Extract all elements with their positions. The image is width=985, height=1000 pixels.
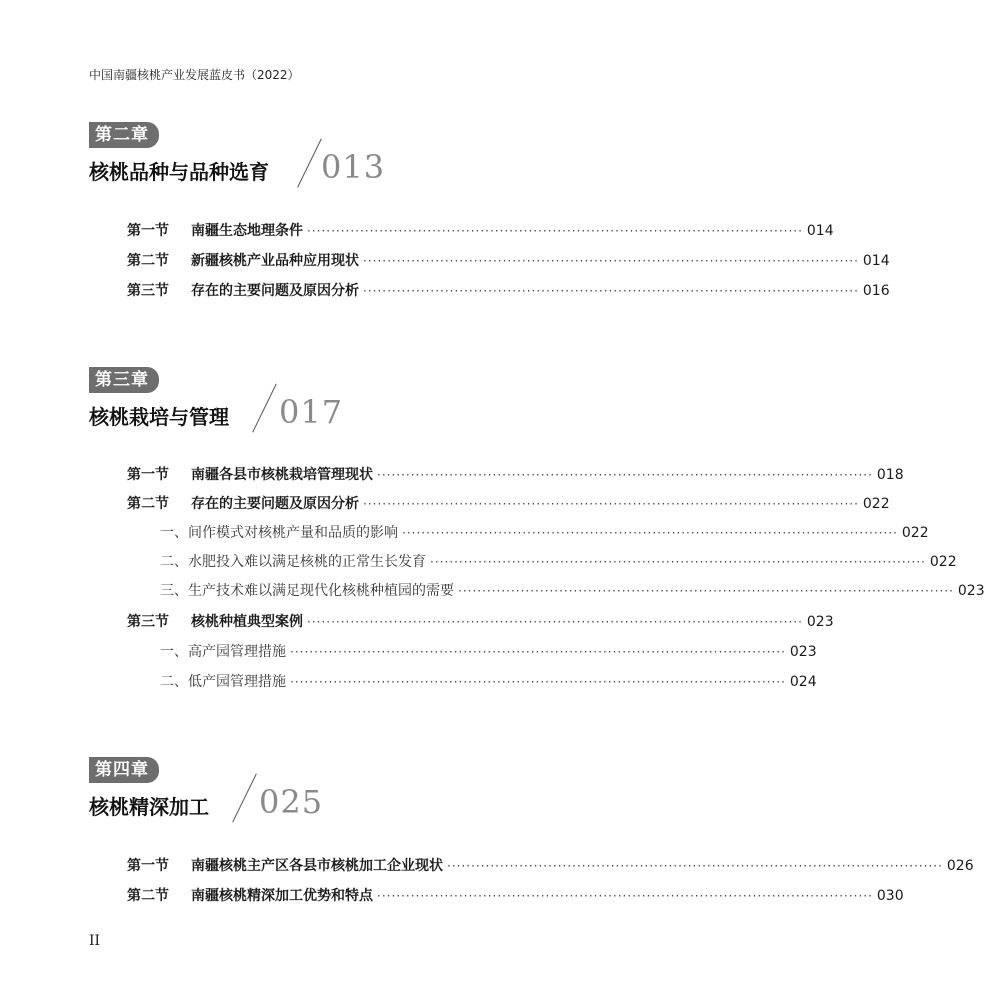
page-number: 026 [946,858,974,874]
chapter-title: 核桃品种与品种选育 [89,160,269,184]
section-title: 新疆核桃产业品种应用现状 [191,253,359,269]
leader-dots: ······································································································· [377,889,873,903]
leader-dots: ······································································································· [363,254,859,268]
section-title: 南疆各县市核桃栽培管理现状 [191,467,373,483]
toc-subentry[interactable] [160,522,929,544]
page-number: 014 [806,223,834,239]
page-number: 030 [876,888,904,904]
chapter-title: 核桃栽培与管理 [89,405,229,429]
slash-divider [232,774,257,823]
section-number: 第一节 [127,467,169,483]
section-title: 南疆核桃精深加工优势和特点 [191,888,373,904]
toc-subentry[interactable] [160,551,957,573]
section-number: 第二节 [127,253,169,269]
page-number: 023 [806,614,834,630]
leader-dots: ······································································································· [307,615,803,629]
toc-subentry[interactable] [160,641,817,663]
subsection-title: 二、低产园管理措施 [160,674,286,690]
chapter-page-number: 017 [279,393,344,431]
slash-divider [297,139,322,188]
toc-entry[interactable] [127,611,834,633]
subsection-title: 三、生产技术难以满足现代化核桃种植园的需要 [160,583,454,599]
toc-entry[interactable] [127,493,890,515]
page-number: 014 [862,253,890,269]
slash-divider [252,384,277,433]
leader-dots: ······································································································· [377,468,873,482]
section-number: 第一节 [127,858,169,874]
section-title: 存在的主要问题及原因分析 [191,283,359,299]
chapter-title: 核桃精深加工 [89,795,209,819]
toc-entry[interactable] [127,250,890,272]
chapter-page-number: 025 [259,783,324,821]
section-title: 南疆生态地理条件 [191,223,303,239]
section-title: 核桃种植典型案例 [191,614,303,630]
section-title: 南疆核桃主产区各县市核桃加工企业现状 [191,858,443,874]
page-number: 022 [929,554,957,570]
toc-entry[interactable] [127,280,890,302]
running-header: 中国南疆核桃产业发展蓝皮书（2022） [89,68,300,82]
page-number: 022 [901,525,929,541]
leader-dots: ······································································································· [290,675,786,689]
leader-dots: ······································································································· [363,284,859,298]
chapter-badge: 第四章 [89,757,159,783]
leader-dots: ······································································································· [402,526,898,540]
leader-dots: ······································································································· [458,584,954,598]
section-number: 第三节 [127,614,169,630]
toc-entry[interactable] [127,855,974,877]
section-number: 第二节 [127,888,169,904]
toc-subentry[interactable] [160,580,985,602]
page-number: 022 [862,496,890,512]
subsection-title: 二、水肥投入难以满足核桃的正常生长发育 [160,554,426,570]
chapter-badge: 第二章 [89,122,159,148]
subsection-title: 一、高产园管理措施 [160,644,286,660]
toc-entry[interactable] [127,885,904,907]
leader-dots: ······································································································· [290,645,786,659]
section-number: 第一节 [127,223,169,239]
chapter-page-number: 013 [321,148,386,186]
subsection-title: 一、间作模式对核桃产量和品质的影响 [160,525,398,541]
page-folio: II [89,933,101,949]
chapter-badge: 第三章 [89,367,159,393]
page-number: 023 [957,583,985,599]
leader-dots: ······································································································· [447,859,943,873]
leader-dots: ······································································································· [430,555,926,569]
page-number: 024 [789,674,817,690]
toc-entry[interactable] [127,220,834,242]
page-number: 016 [862,283,890,299]
toc-entry[interactable] [127,464,904,486]
page-number: 018 [876,467,904,483]
leader-dots: ······································································································· [307,224,803,238]
leader-dots: ······································································································· [363,497,859,511]
toc-subentry[interactable] [160,671,817,693]
section-title: 存在的主要问题及原因分析 [191,496,359,512]
section-number: 第二节 [127,496,169,512]
section-number: 第三节 [127,283,169,299]
page-number: 023 [789,644,817,660]
